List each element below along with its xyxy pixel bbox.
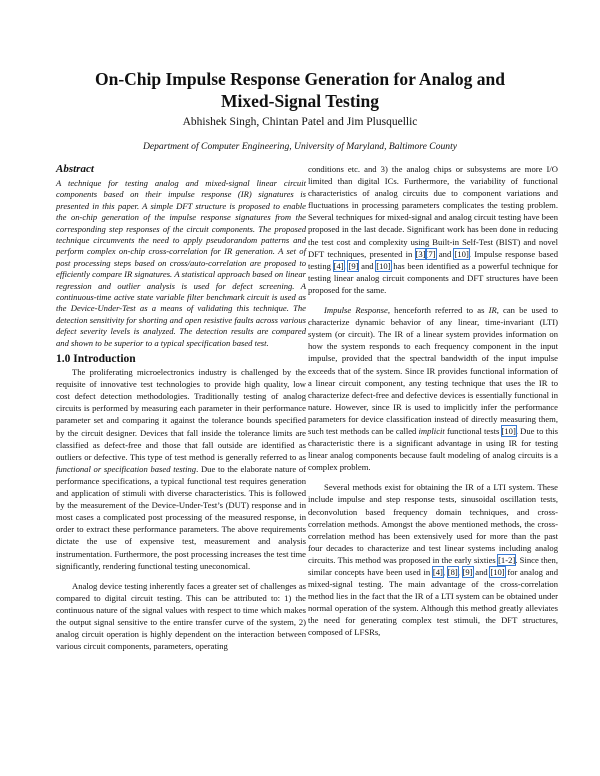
citation-link[interactable]: [10]: [490, 567, 505, 577]
intro-paragraph-2: Analog device testing inherently faces a greater set of challenges as compared to digital circuit testing. This can be attributed to: 1) the continuous nature of the signal values with respect to time which makes the output signal sensitive to the entire transfer curve of the system, 2) analog circuit operation is highly dependent on the interaction between various circuit components, parameters, operating: [56, 580, 306, 652]
intro-paragraph-4: Several methods exist for obtaining the IR of a LTI system. These include impulse and step response tests, sinusoidal oscillation tests, deconvolution based frequency domain techniques, and cross-correlation methods. Amongst the above mentioned methods, the cross-correlation method has been extensively used for more than the past four decades to characterize and test linear systems including analog circuits. This method was proposed in the early sixties [1-2]. Since then, similar concepts have been used in [4], [8], [9] and [10] for analog and mixed-signal testing. The main advantage of the cross-correlation method lies in the fact that the IR of a LTI system can be obtained under normal operation of the system. Although this method greatly alleviates the need for generating complex test stimuli, the DFT structures, composed of LFSRs,: [308, 482, 559, 638]
citation-link[interactable]: [9]: [462, 567, 473, 577]
citation-link[interactable]: [4]: [432, 567, 443, 577]
citation-link[interactable]: [8]: [447, 567, 458, 577]
left-column: [56, 163, 306, 652]
title-line-1: On-Chip Impulse Response Generation for Analog and: [94, 69, 506, 89]
citation-link[interactable]: [1-2]: [498, 554, 516, 565]
paper-title: [0, 68, 600, 112]
intro-paragraph-2-continued: conditions etc. and 3) the analog chips or subsystems are more I/O limited than digital ICs. Furthermore, the variability of functional characteristics of analog circuits due to component variations and fluctuations in processing parameters complicates the testing problem. Several techniques for mixed-signal and analog circuit testing have been proposed in the last decade. Significant work has been done in reducing the test cost and complexity using Built-in Self-Test (BIST) and novel DFT techniques, presented in [3][7] and [10]. Impulse response based testing [4], [9] and [10] has been identified as a powerful technique for testing linear analog circuit components and DFT structures have been proposed for the same.: [308, 164, 558, 295]
citation-link[interactable]: [10]: [501, 425, 516, 436]
right-column: [308, 163, 558, 639]
citation-link[interactable]: [10]: [376, 260, 391, 271]
affiliation: Department of Computer Engineering, University of Maryland, Baltimore County: [142, 141, 458, 152]
citation-link[interactable]: [10]: [454, 248, 469, 259]
citation-link[interactable]: [9]: [348, 260, 359, 271]
abstract-text: A technique for testing analog and mixed-signal linear circuit components based on their impulse response (IR) signatures is presented in this paper. A simple DFT structure is proposed to enable the on-chip generation of the impulse response signatures from the corresponding step responses of the circuit components. The proposed technique circumvents the need to apply pseudorandom patterns and perform complex on-chip cross-correlation for IR generation. A set of post processing steps based on cross/auto-correlation are proposed to efficiently compare IR signatures. A statistical approach based on linear regression and outlier analysis is used for defect screening. A continuous-time active state variable filter benchmark circuit is used as the Device-Under-Test as a means of validating this technique. The detection sensitivity for shorting and open resistive faults across various defect severity levels is analyzed. The detection results are compared and shown to be superior to a typical specification based test.: [56, 178, 306, 348]
citation-link[interactable]: [4]: [333, 260, 344, 271]
abstract-heading: Abstract: [56, 163, 94, 175]
intro-paragraph-1: The proliferating microelectronics industry is challenged by the requisite of innovative test technologies to provide high quality, low cost defect detection methodologies. Traditionally testing of analog circuits is performed by measuring each parameter in their performance parameter set and comparing it against the tolerance bounds specified by the circuit designer. Devices that fall inside the tolerance limits are classified as defect-free and those that fall outside are identified as outliers or defective. This type of test method is generally referred to as functional or specification based testing. Due to the elaborate nature of performance specifications, a typical functional test requires generation and application of stimuli with diverse characteristics. This is followed by the measurement of the Device-Under-Test’s (DUT) response and in most cases a complicated post processing of the measured response, in order to extract these performance parameters. The above requirements dictate the use of expensive test, measurement and analysis instrumentation. Furthermore, the post processing increases the test time significantly, rendering functional testing uneconomical.: [56, 367, 306, 571]
title-line-2: Mixed-Signal Testing: [220, 91, 380, 111]
intro-heading: 1.0 Introduction: [56, 353, 136, 366]
emphasis-functional-test: functional or specification based testing: [56, 463, 197, 474]
intro-paragraph-3: Impulse Response, henceforth referred to as IR, can be used to characterize dynamic behavior of any linear, time-invariant (LTI) system (or circuit). The IR of a linear system provides information on how the system responds to each frequency component in the input impulse, provided that the spectral bandwidth of the input impulse exceeds that of the system. Since IR provides functional information of a linear circuit component, any testing technique that uses the IR to characterize defect-free and defective devices is essentially functional in nature. However, since IR is used to implicitly infer the performance parameters for device classification instead of directly measuring them, such test methods can be called implicit functional tests [10]. Due to this characteristic there is a significant advantage in using IR for testing linear analog components because fault modeling of analog circuits is a complex problem.: [308, 305, 558, 473]
citation-link[interactable]: [7]: [425, 248, 436, 259]
citation-link[interactable]: [3]: [415, 248, 426, 259]
authors: Abhishek Singh, Chintan Patel and Jim Plusquellic: [182, 116, 418, 128]
